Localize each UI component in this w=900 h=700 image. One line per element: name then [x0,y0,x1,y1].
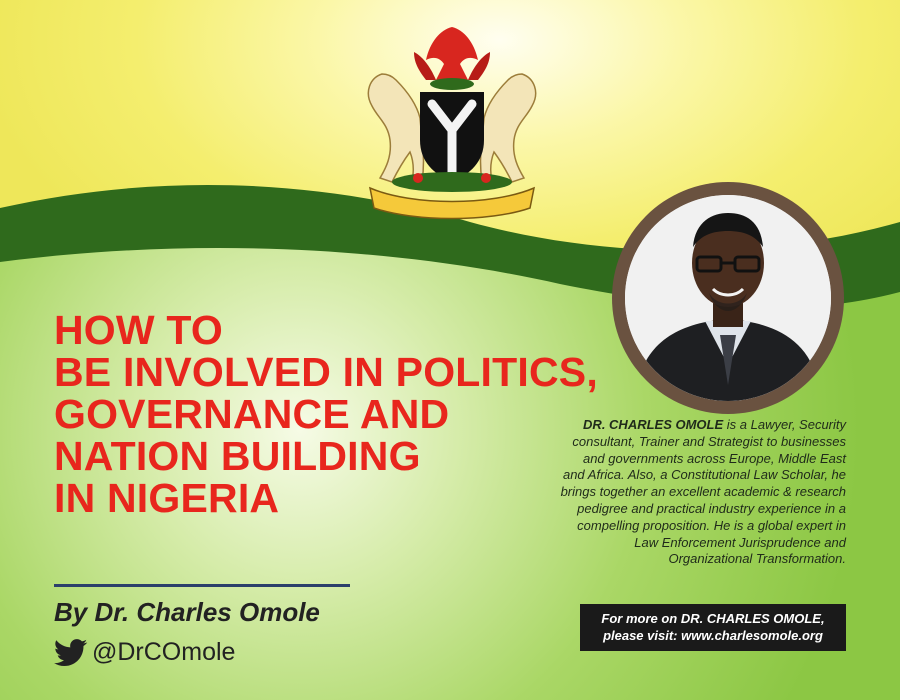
cta-line: For more on DR. CHARLES OMOLE, [601,611,825,626]
cta-line[interactable]: please visit: www.charlesomole.org [603,628,823,643]
author-bio [560,417,846,568]
twitter-handle-row [54,638,235,667]
title-line: GOVERNANCE AND [54,391,450,437]
portrait-illustration [625,195,831,401]
twitter-handle: @DrCOmole [92,638,236,666]
page-title [54,309,598,519]
divider-line [54,584,350,587]
title-line: HOW TO [54,307,223,353]
bio-text: is a Lawyer, Security consultant, Trainer and Strategist to businesses and governments across Europe, Middle East and Africa. Also, a Constitutional Law Scholar, he brings together an excellent academic & research pedigree and practical industry experience in a compelling proposition. He is a global expert in Law Enforcement Jurisprudence and Organizational Transformation. [560,417,846,567]
title-line: NATION BUILDING [54,433,421,479]
author-byline: By Dr. Charles Omole [54,597,320,627]
twitter-bird-icon [54,639,88,667]
bio-name: DR. CHARLES OMOLE [583,417,724,432]
website-cta-box [580,604,846,651]
author-portrait [625,195,831,401]
coat-of-arms-emblem [352,22,552,222]
title-line: BE INVOLVED IN POLITICS, [54,349,598,395]
title-line: IN NIGERIA [54,475,280,521]
